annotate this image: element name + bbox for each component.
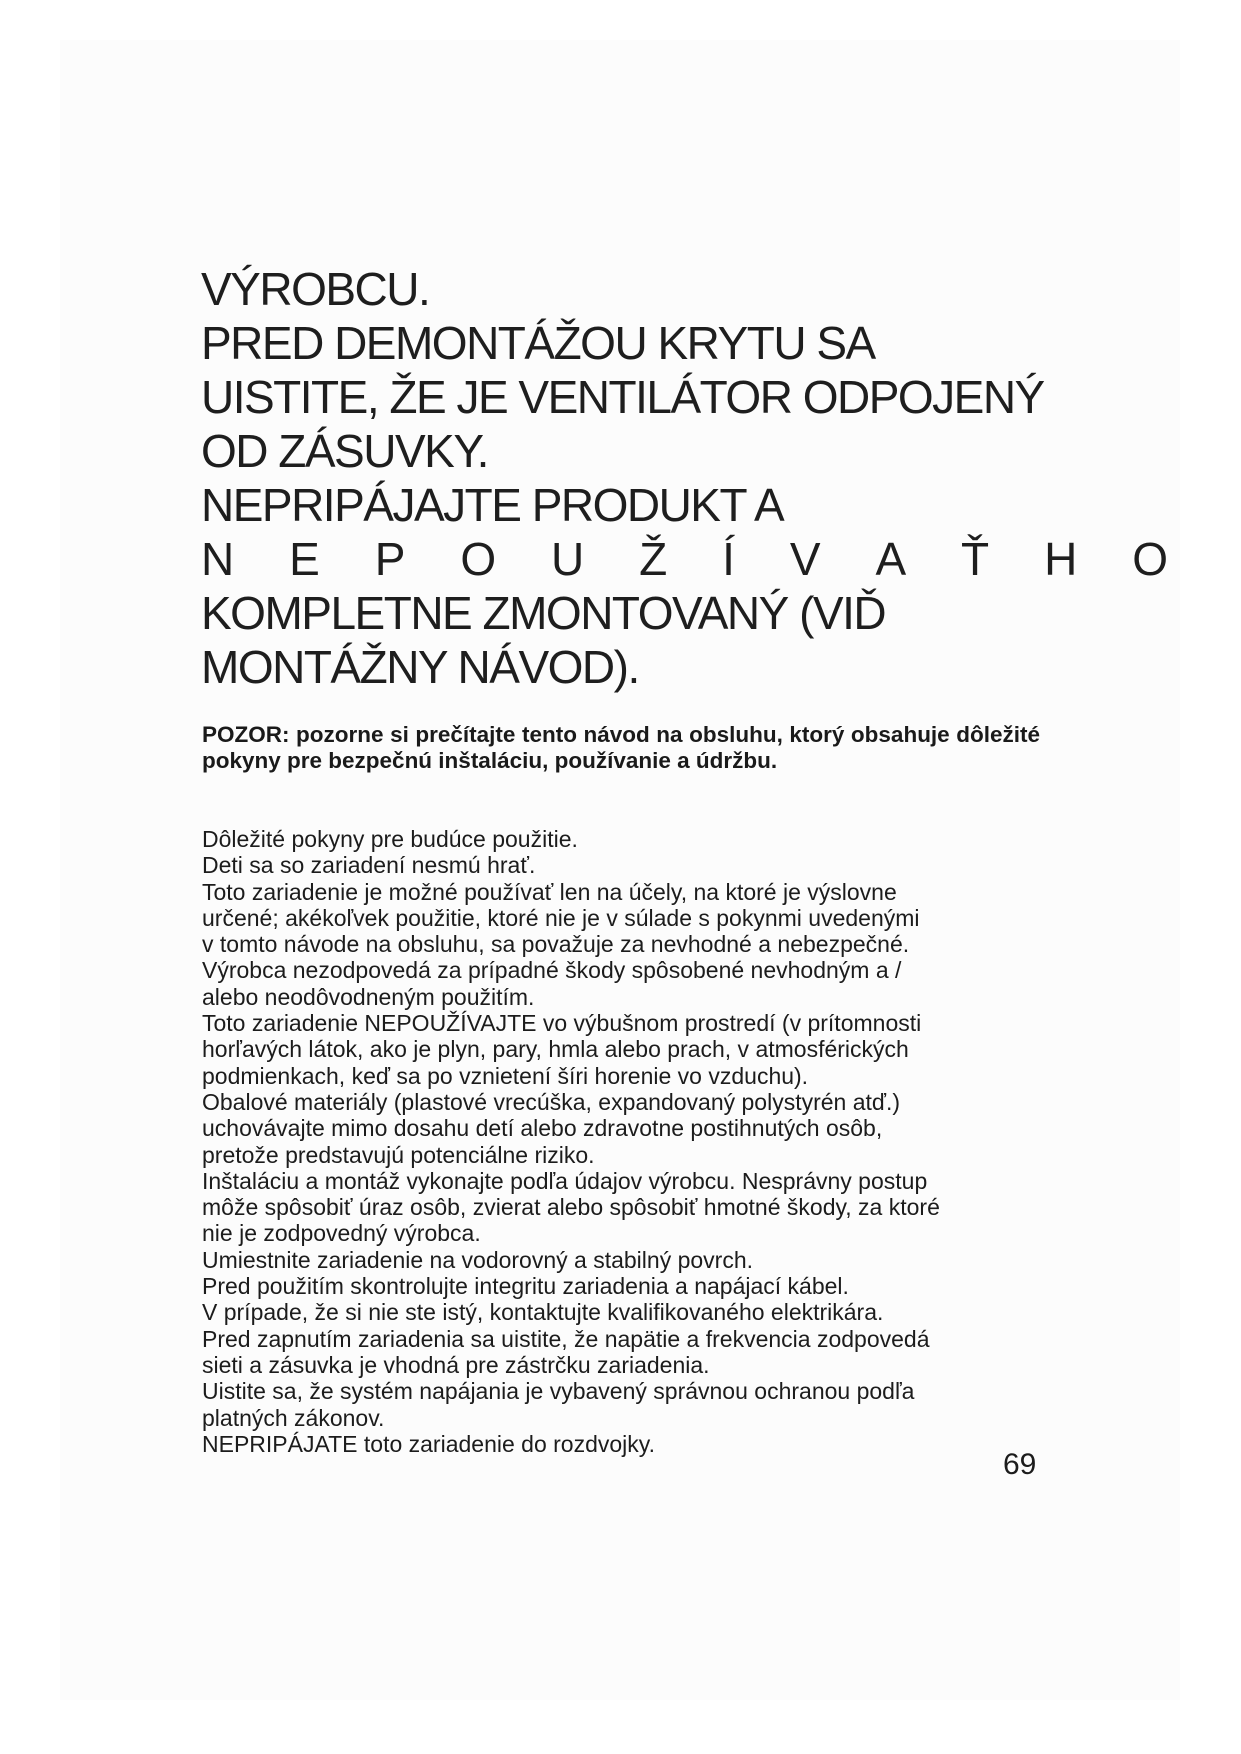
heading-line: UISTITE, ŽE JE VENTILÁTOR ODPOJENÝ — [201, 371, 1044, 423]
body-line: Uistite sa, že systém napájania je vybavený správnou ochranou podľa — [202, 1378, 915, 1405]
safety-instructions — [202, 826, 1052, 1457]
heading-line: VÝROBCU. — [201, 263, 430, 315]
body-line: platných zákonov. — [202, 1404, 385, 1431]
heading-letter: N — [201, 533, 235, 585]
body-line: NEPRIPÁJATE toto zariadenie do rozdvojky. — [202, 1430, 655, 1457]
body-line: Inštaláciu a montáž vykonajte podľa údajov výrobcu. Nesprávny postup — [202, 1167, 928, 1194]
heading-letter: O — [460, 533, 497, 585]
body-line: sieti a zásuvka je vhodná pre zástrčku zariadenia. — [202, 1351, 710, 1378]
heading-letter: Í — [722, 533, 735, 585]
body-line: Pred použitím skontrolujte integritu zariadenia a napájací kábel. — [202, 1273, 849, 1300]
body-line: V prípade, že si nie ste istý, kontaktujte kvalifikovaného elektrikára. — [202, 1299, 884, 1326]
heading-line: MONTÁŽNY NÁVOD). — [201, 641, 639, 693]
body-line: pretože predstavujú potenciálne riziko. — [202, 1141, 595, 1168]
body-line: určené; akékoľvek použitie, ktoré nie je v súlade s pokynmi uvedenými — [202, 904, 920, 931]
body-line: nie je zodpovedný výrobca. — [202, 1220, 481, 1247]
heading-letter: V — [789, 533, 821, 585]
heading-letter: E — [289, 533, 320, 585]
heading-line: NEPRIPÁJAJTE PRODUKT A — [201, 479, 784, 531]
heading-letter: Ž — [639, 533, 668, 585]
heading-letter: U — [551, 533, 585, 585]
heading-letter: Ť — [961, 533, 990, 585]
body-line: alebo neodôvodneným použitím. — [202, 983, 535, 1010]
body-line: v tomto návode na obsluhu, sa považuje za nevhodné a nebezpečné. — [202, 931, 910, 958]
body-line: Deti sa so zariadení nesmú hrať. — [202, 852, 536, 879]
body-line: Výrobca nezodpovedá za prípadné škody spôsobené nevhodným a / — [202, 957, 902, 984]
heading-line-spaced — [201, 532, 1168, 586]
heading-line: KOMPLETNE ZMONTOVANÝ (VIĎ — [201, 587, 886, 639]
body-line: môže spôsobiť úraz osôb, zvierat alebo spôsobiť hmotné škody, za ktoré — [202, 1194, 940, 1221]
body-line: Obalové materiály (plastové vrecúška, expandovaný polystyrén atď.) — [202, 1088, 901, 1115]
page-number: 69 — [1003, 1448, 1037, 1481]
heading-line: OD ZÁSUVKY. — [201, 425, 488, 477]
warning-heading — [201, 262, 1201, 694]
body-line: Toto zariadenie NEPOUŽÍVAJTE vo výbušnom prostredí (v prítomnosti — [202, 1010, 922, 1037]
body-line: uchovávajte mimo dosahu detí alebo zdravotne postihnutých osôb, — [202, 1115, 883, 1142]
heading-letter: A — [875, 533, 907, 585]
heading-letter: O — [1132, 533, 1168, 585]
body-line: Dôležité pokyny pre budúce použitie. — [202, 826, 578, 852]
heading-letter: P — [374, 533, 406, 585]
heading-letter: H — [1044, 533, 1078, 585]
body-line: horľavých látok, ako je plyn, pary, hmla alebo prach, v atmosférických — [202, 1036, 909, 1063]
body-line: Pred zapnutím zariadenia sa uistite, že napätie a frekvencia zodpovedá — [202, 1325, 930, 1352]
body-line: Toto zariadenie je možné používať len na účely, na ktoré je výslovne — [202, 878, 897, 905]
body-line: Umiestnite zariadenie na vodorovný a stabilný povrch. — [202, 1246, 754, 1273]
heading-line: PRED DEMONTÁŽOU KRYTU SA — [201, 317, 875, 369]
caution-paragraph: POZOR: pozorne si prečítajte tento návod na obsluhu, ktorý obsahuje dôležité pokyny pre bezpečnú inštaláciu, používanie a údržbu. — [202, 722, 1040, 773]
body-line: podmienkach, keď sa po vznietení šíri horenie vo vzduchu). — [202, 1062, 809, 1089]
